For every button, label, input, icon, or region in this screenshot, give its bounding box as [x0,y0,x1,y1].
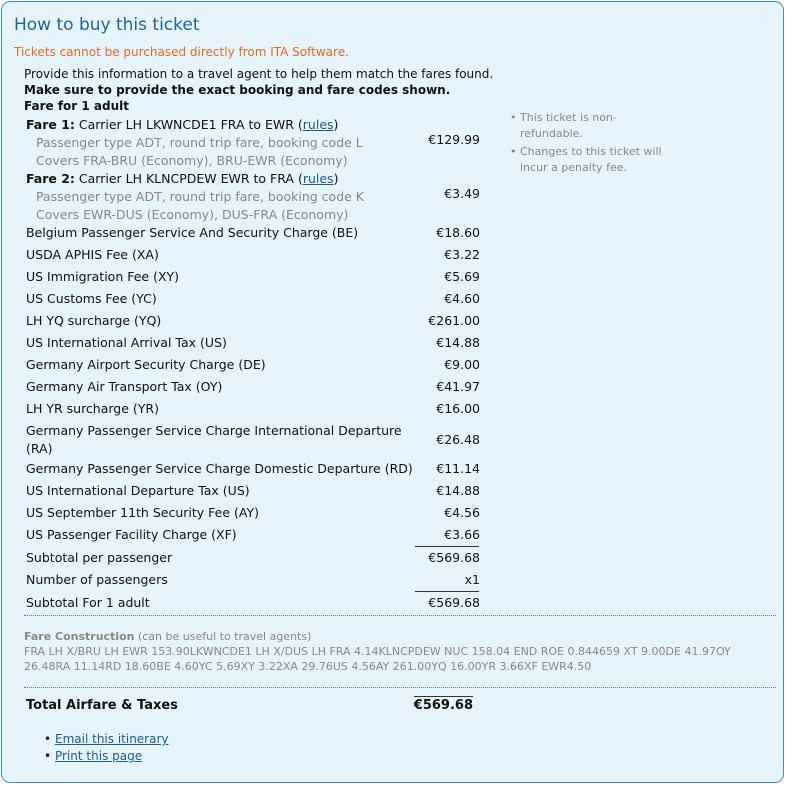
fare-row: Fare 2: Carrier LH KLNCPDEW EWR to FRA (rules) Passenger type ADT, round trip fare, booking code K Covers EWR-DUS (Economy), DUS-FRA (Economy) €3.49 [26,171,480,222]
tax-label: Belgium Passenger Service And Security Charge (BE) [26,225,359,240]
fare-label: Fare 1: [26,117,75,132]
tax-amount: €3.66 [444,527,480,542]
fare-label: Fare 2: [26,171,75,186]
tax-amount: €9.00 [444,357,480,372]
tax-row [26,422,480,458]
tax-amount: €261.00 [428,313,480,328]
total-value: €569.68 [413,698,473,713]
fare-carrier: Carrier LH LKWNCDE1 FRA to EWR ( [78,117,303,132]
subtotal-label: Subtotal per passenger [26,550,173,565]
adult-subtotal-label: Subtotal For 1 adult [26,595,150,610]
fare-construction-line-1: FRA LH X/BRU LH EWR 153.90LKWNCDE1 LH X/DUS LH FRA 4.14KLNCPDEW NUC 158.04 END ROE 0.844659 XT 9.00DE 41.97OY [24,645,731,658]
note-nonrefundable: • This ticket is non-refundable. [508,110,678,142]
intro-line-1: Provide this information to a travel agent to help them match the fares found. [24,67,494,81]
passengers-label: Number of passengers [26,572,168,587]
adult-subtotal-rule [415,591,479,592]
fare-detail-1: Passenger type ADT, round trip fare, booking code K [36,189,365,204]
divider [24,687,776,688]
tax-amount: €14.88 [436,335,480,350]
tax-label: US Immigration Fee (XY) [26,269,180,284]
tax-label: USDA APHIS Fee (XA) [26,247,159,262]
fare-rules-link[interactable]: rules [302,117,334,132]
tax-label: US Customs Fee (YC) [26,291,157,306]
tax-amount: €5.69 [444,269,480,284]
fare-amount: €129.99 [428,132,480,147]
fare-amount: €3.49 [444,186,480,201]
tax-amount: €16.00 [436,401,480,416]
tax-label-cont: (RA) [26,441,53,456]
email-itinerary-link[interactable]: Email this itinerary [55,732,169,746]
subtotal-value: €569.68 [428,550,480,565]
ticket-panel [1,1,784,783]
tax-amount: €4.60 [444,291,480,306]
divider [24,615,776,616]
fare-construction-label: Fare Construction [24,630,135,643]
tax-label: LH YR surcharge (YR) [26,401,159,416]
tax-label: Germany Passenger Service Charge Domestic Departure (RD) [26,461,413,476]
fare-construction-hint: (can be useful to travel agents) [137,630,312,643]
fare-carrier: Carrier LH KLNCPDEW EWR to FRA ( [78,171,303,186]
fare-detail-1: Passenger type ADT, round trip fare, booking code L [36,135,363,150]
fare-construction-line-2: 26.48RA 11.14RD 18.60BE 4.60YC 5.69XY 3.22XA 29.76US 4.56AY 261.00YQ 16.00YR 3.66XF EWR4.50 [24,660,592,673]
page-title: How to buy this ticket [14,15,200,35]
subtotal-rule [415,546,479,547]
tax-label: Germany Air Transport Tax (OY) [26,379,223,394]
total-row [26,698,473,713]
purchase-notice: Tickets cannot be purchased directly from ITA Software. [14,45,349,59]
tax-amount: €41.97 [436,379,480,394]
tax-amount: €4.56 [444,505,480,520]
fare-detail-2: Covers FRA-BRU (Economy), BRU-EWR (Economy) [36,153,348,168]
action-links [42,731,169,765]
print-page-link[interactable]: Print this page [55,749,143,763]
tax-label: LH YQ surcharge (YQ) [26,313,162,328]
total-rule [414,696,473,697]
ticket-notes [508,110,678,178]
fare-detail-2: Covers EWR-DUS (Economy), DUS-FRA (Economy) [36,207,349,222]
tax-label: US International Departure Tax (US) [26,483,250,498]
passengers-value: x1 [464,572,480,587]
fare-construction [24,629,776,674]
tax-amount: €14.88 [436,483,480,498]
tax-amount: €26.48 [436,432,480,447]
tax-label: US International Arrival Tax (US) [26,335,227,350]
tax-label: Germany Passenger Service Charge International Departure [26,423,402,438]
note-penalty: • Changes to this ticket will incur a penalty fee. [508,144,678,176]
tax-amount: €11.14 [436,461,480,476]
fare-row: Fare 1: Carrier LH LKWNCDE1 FRA to EWR (rules) Passenger type ADT, round trip fare, booking code L Covers FRA-BRU (Economy), BRU-EWR (Economy) €129.99 [26,117,480,168]
tax-amount: €3.22 [444,247,480,262]
adult-subtotal-value: €569.68 [428,595,480,610]
total-label: Total Airfare & Taxes [26,698,178,713]
tax-label: Germany Airport Security Charge (DE) [26,357,266,372]
intro-line-2: Make sure to provide the exact booking and fare codes shown. [24,83,451,97]
intro-text [24,66,493,114]
tax-label: US Passenger Facility Charge (XF) [26,527,237,542]
tax-label: US September 11th Security Fee (AY) [26,505,259,520]
fare-for-adult: Fare for 1 adult [24,99,129,113]
fare-rules-link[interactable]: rules [302,171,334,186]
tax-amount: €18.60 [436,225,480,240]
